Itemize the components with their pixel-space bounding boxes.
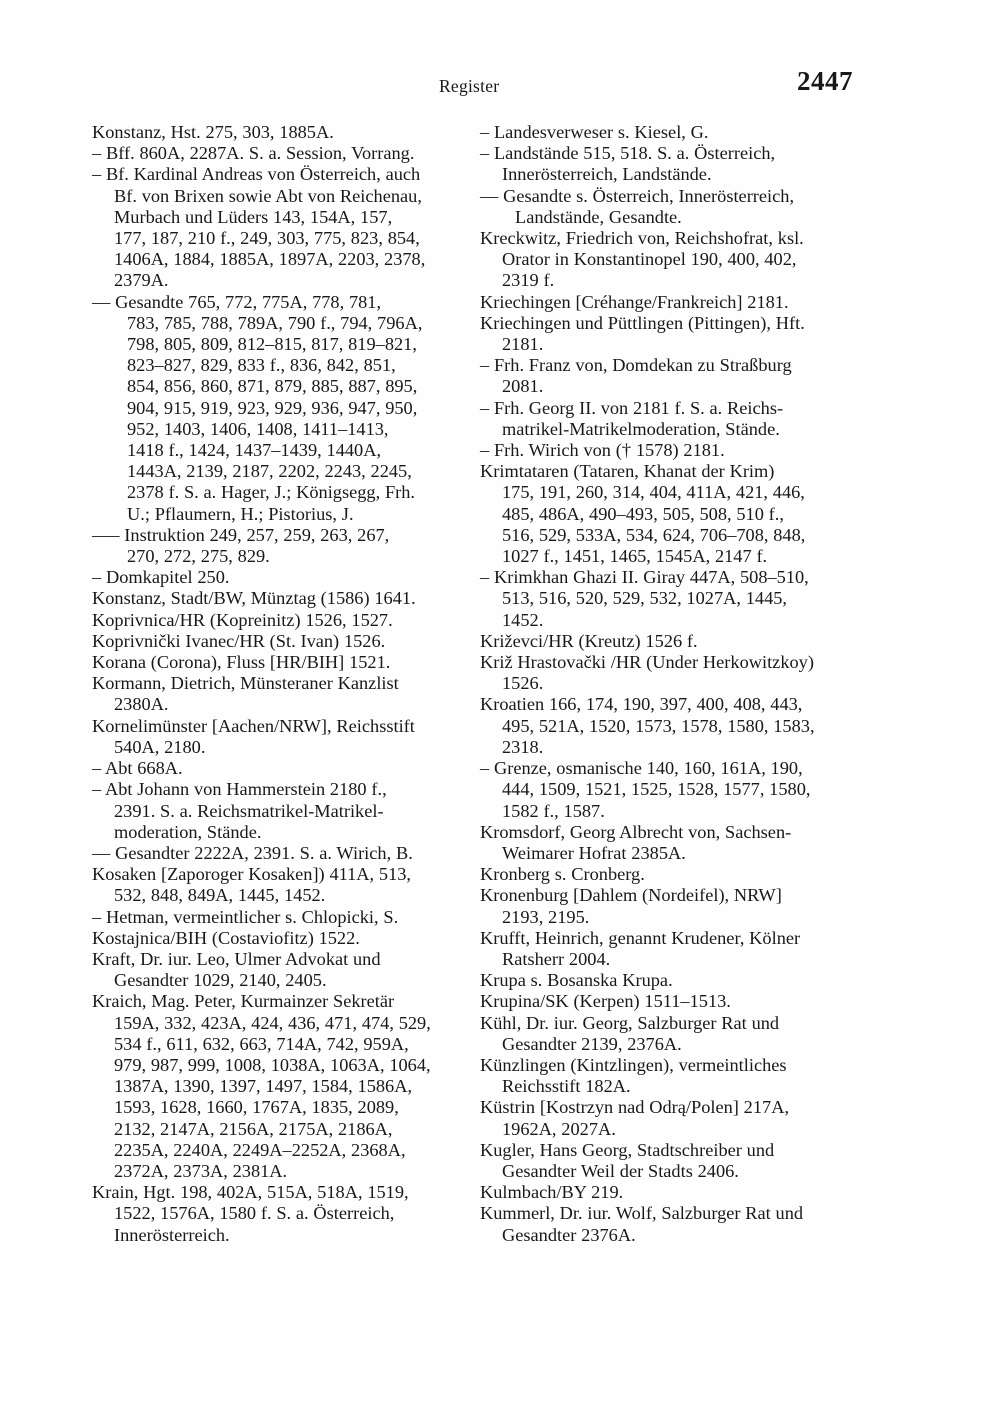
entry-headword-line: –– Gesandte 765, 772, 775A, 778, 781, (92, 291, 382, 312)
entry-headword-line: Kreckwitz, Friedrich von, Reichshofrat, ksl. (480, 228, 804, 249)
entry-runover-line: Gesandter 1029, 2140, 2405. (114, 970, 327, 991)
entry-headword-line: Kostajnica/BIH (Costaviofitz) 1522. (92, 927, 360, 948)
entry-runover-line: 2193, 2195. (502, 906, 590, 927)
entry-runover-line: 159A, 332, 423A, 424, 436, 471, 474, 529, (114, 1012, 431, 1033)
entry-runover-line: 1406A, 1884, 1885A, 1897A, 2203, 2378, (114, 249, 426, 270)
index-entry (480, 355, 848, 397)
entry-runover-line: 952, 1403, 1406, 1408, 1411–1413, (127, 418, 389, 439)
entry-runover-line: 1526. (502, 673, 544, 694)
entry-headword-line: – Grenze, osmanische 140, 160, 161A, 190, (480, 758, 803, 779)
entry-runover-line: 1418 f., 1424, 1437–1439, 1440A, (127, 440, 382, 461)
index-entry (92, 779, 460, 843)
index-entry (480, 1013, 848, 1055)
entry-headword-line: Krupa s. Bosanska Krupa. (480, 970, 673, 991)
entry-runover-line: 516, 529, 533A, 534, 624, 706–708, 848, (502, 524, 806, 545)
index-columns (0, 122, 1004, 1302)
entry-runover-line: 177, 187, 210 f., 249, 303, 775, 823, 854, (114, 228, 420, 249)
entry-headword-line: Kühl, Dr. iur. Georg, Salzburger Rat und (480, 1012, 780, 1033)
index-entry (480, 1182, 848, 1203)
entry-headword-line: – Domkapitel 250. (92, 567, 230, 588)
entry-headword-line: Koprivnički Ivanec/HR (St. Ivan) 1526. (92, 630, 386, 651)
entry-runover-line: 1027 f., 1451, 1465, 1545A, 2147 f. (502, 546, 768, 567)
entry-headword-line: – Frh. Wirich von († 1578) 2181. (480, 440, 725, 461)
entry-headword-line: Kromsdorf, Georg Albrecht von, Sachsen- (480, 821, 792, 842)
entry-runover-line: Reichsstift 182A. (502, 1076, 631, 1097)
entry-runover-line: 444, 1509, 1521, 1525, 1528, 1577, 1580, (502, 779, 811, 800)
entry-headword-line: Konstanz, Hst. 275, 303, 1885A. (92, 122, 334, 142)
index-entry (480, 652, 848, 694)
entry-runover-line: Bf. von Brixen sowie Abt von Reichenau, (114, 185, 422, 206)
entry-runover-line: 485, 486A, 490–493, 505, 508, 510 f., (502, 503, 784, 524)
entry-headword-line: Krain, Hgt. 198, 402A, 515A, 518A, 1519, (92, 1182, 409, 1203)
entry-runover-line: 534 f., 611, 632, 663, 714A, 742, 959A, (114, 1033, 409, 1054)
entry-headword-line: – Landesverweser s. Kiesel, G. (480, 122, 709, 142)
index-entry (480, 313, 848, 355)
entry-headword-line: – Bff. 860A, 2287A. S. a. Session, Vorrang. (92, 143, 415, 164)
entry-runover-line: 2318. (502, 736, 544, 757)
index-entry (480, 864, 848, 885)
entry-runover-line: 2380A. (114, 694, 169, 715)
entry-headword-line: – Abt 668A. (92, 758, 183, 779)
entry-runover-line: matrikel-Matrikelmoderation, Stände. (502, 418, 780, 439)
entry-runover-line: 854, 856, 860, 871, 879, 885, 887, 895, (127, 376, 418, 397)
entry-runover-line: 175, 191, 260, 314, 404, 411A, 421, 446, (502, 482, 805, 503)
index-entry (480, 1055, 848, 1097)
entry-headword-line: – Frh. Franz von, Domdekan zu Straßburg (480, 355, 792, 376)
index-entry (92, 631, 460, 652)
entry-runover-line: Gesandter 2139, 2376A. (502, 1033, 682, 1054)
index-entry (480, 694, 848, 758)
entry-headword-line: Kulmbach/BY 219. (480, 1182, 624, 1203)
index-entry (480, 885, 848, 927)
entry-headword-line: Küstrin [Kostrzyn nad Odrą/Polen] 217A, (480, 1097, 790, 1118)
entry-runover-line: 2378 f. S. a. Hager, J.; Königsegg, Frh. (127, 482, 416, 503)
entry-headword-line: Križevci/HR (Kreutz) 1526 f. (480, 630, 698, 651)
entry-runover-line: 2181. (502, 334, 544, 355)
entry-runover-line: 1452. (502, 609, 544, 630)
entry-headword-line: – Landstände 515, 518. S. a. Österreich, (480, 143, 776, 164)
entry-headword-line: Krimtataren (Tataren, Khanat der Krim) (480, 461, 775, 482)
entry-headword-line: Koprivnica/HR (Kopreinitz) 1526, 1527. (92, 609, 393, 630)
entry-headword-line: – Abt Johann von Hammerstein 2180 f., (92, 779, 387, 800)
entry-headword-line: – Krimkhan Ghazi II. Giray 447A, 508–510, (480, 567, 809, 588)
index-entry (92, 991, 460, 1182)
index-entry (92, 928, 460, 949)
entry-runover-line: Gesandter 2376A. (502, 1224, 636, 1245)
index-entry (92, 949, 460, 991)
index-entry (92, 673, 460, 715)
index-entry (480, 122, 848, 143)
index-entry (480, 567, 848, 631)
entry-headword-line: Kronberg s. Cronberg. (480, 864, 645, 885)
index-entry (480, 928, 848, 970)
entry-headword-line: Konstanz, Stadt/BW, Münztag (1586) 1641. (92, 588, 416, 609)
entry-headword-line: Kosaken [Zaporoger Kosaken]) 411A, 513, (92, 864, 412, 885)
entry-runover-line: 2319 f. (502, 270, 555, 291)
entry-headword-line: Kormann, Dietrich, Münsteraner Kanzlist (92, 673, 399, 694)
index-entry (92, 1182, 460, 1246)
entry-headword-line: Korana (Corona), Fluss [HR/BIH] 1521. (92, 652, 391, 673)
running-head-title: Register (439, 76, 500, 96)
index-entry (480, 228, 848, 292)
index-entry (480, 970, 848, 991)
entry-headword-line: Künzlingen (Kintzlingen), vermeintliches (480, 1054, 787, 1075)
index-entry (92, 588, 460, 609)
entry-headword-line: Kraich, Mag. Peter, Kurmainzer Sekretär (92, 991, 395, 1012)
entry-runover-line: 2379A. (114, 270, 169, 291)
index-column-left (92, 122, 460, 1246)
entry-runover-line: 1387A, 1390, 1397, 1497, 1584, 1586A, (114, 1076, 413, 1097)
entry-runover-line: 783, 785, 788, 789A, 790 f., 794, 796A, (127, 312, 423, 333)
entry-headword-line: – Bf. Kardinal Andreas von Österreich, auch (92, 164, 421, 185)
entry-headword-line: – Hetman, vermeintlicher s. Chlopicki, S. (92, 906, 399, 927)
index-entry (480, 1140, 848, 1182)
index-entry (480, 440, 848, 461)
index-entry (480, 822, 848, 864)
entry-runover-line: Orator in Konstantinopel 190, 400, 402, (502, 249, 797, 270)
index-entry (480, 1097, 848, 1139)
entry-headword-line: Kriechingen und Püttlingen (Pittingen), Hft. (480, 312, 805, 333)
entry-headword-line: Kriechingen [Créhange/Frankreich] 2181. (480, 291, 789, 312)
index-entry (480, 631, 848, 652)
index-entry (92, 610, 460, 631)
entry-headword-line: Krufft, Heinrich, genannt Krudener, Kölner (480, 927, 801, 948)
index-entry (92, 122, 460, 143)
entry-runover-line: Gesandter Weil der Stadts 2406. (502, 1160, 739, 1181)
index-column-right (480, 122, 848, 1246)
entry-runover-line: 540A, 2180. (114, 736, 206, 757)
entry-runover-line: U.; Pflaumern, H.; Pistorius, J. (127, 503, 354, 524)
entry-runover-line: 270, 272, 275, 829. (127, 546, 270, 567)
entry-runover-line: Ratsherr 2004. (502, 948, 611, 969)
entry-runover-line: moderation, Stände. (114, 821, 262, 842)
entry-runover-line: 798, 805, 809, 812–815, 817, 819–821, (127, 334, 417, 355)
index-entry (92, 525, 460, 567)
index-entry (480, 186, 848, 228)
index-entry (480, 991, 848, 1012)
index-entry (92, 864, 460, 906)
entry-runover-line: 1593, 1628, 1660, 1767A, 1835, 2089, (114, 1097, 399, 1118)
index-entry (480, 758, 848, 822)
entry-runover-line: 1962A, 2027A. (502, 1118, 616, 1139)
entry-headword-line: –– Gesandter 2222A, 2391. S. a. Wirich, B. (92, 842, 413, 863)
entry-headword-line: Kraft, Dr. iur. Leo, Ulmer Advokat und (92, 948, 381, 969)
entry-runover-line: 1443A, 2139, 2187, 2202, 2243, 2245, (127, 461, 412, 482)
entry-runover-line: 2081. (502, 376, 544, 397)
entry-headword-line: Kummerl, Dr. iur. Wolf, Salzburger Rat und (480, 1203, 804, 1224)
entry-runover-line: 495, 521A, 1520, 1573, 1578, 1580, 1583, (502, 715, 815, 736)
entry-runover-line: Murbach und Lüders 143, 154A, 157, (114, 206, 393, 227)
index-entry (92, 716, 460, 758)
entry-headword-line: Kornelimünster [Aachen/NRW], Reichsstift (92, 715, 415, 736)
entry-headword-line: Kugler, Hans Georg, Stadtschreiber und (480, 1139, 775, 1160)
entry-runover-line: 823–827, 829, 833 f., 836, 842, 851, (127, 355, 396, 376)
index-entry (480, 461, 848, 567)
entry-runover-line: 1582 f., 1587. (502, 800, 605, 821)
index-entry (92, 652, 460, 673)
entry-runover-line: Landstände, Gesandte. (515, 206, 682, 227)
entry-runover-line: Weimarer Hofrat 2385A. (502, 842, 686, 863)
entry-runover-line: 979, 987, 999, 1008, 1038A, 1063A, 1064, (114, 1054, 431, 1075)
entry-runover-line: 532, 848, 849A, 1445, 1452. (114, 885, 326, 906)
entry-headword-line: Križ Hrastovački /HR (Under Herkowitzkoy) (480, 652, 814, 673)
index-entry (92, 292, 460, 525)
entry-headword-line: – Frh. Georg II. von 2181 f. S. a. Reichs- (480, 397, 784, 418)
entry-headword-line: –– Gesandte s. Österreich, Innerösterreich, (480, 185, 795, 206)
entry-runover-line: 904, 915, 919, 923, 929, 936, 947, 950, (127, 397, 418, 418)
entry-headword-line: Krupina/SK (Kerpen) 1511–1513. (480, 991, 731, 1012)
index-entry (92, 143, 460, 164)
index-entry (92, 843, 460, 864)
entry-runover-line: 2235A, 2240A, 2249A–2252A, 2368A, (114, 1139, 406, 1160)
entry-runover-line: 2391. S. a. Reichsmatrikel-Matrikel- (114, 800, 384, 821)
index-entry (480, 292, 848, 313)
index-entry (480, 143, 848, 185)
entry-runover-line: 1522, 1576A, 1580 f. S. a. Österreich, (114, 1203, 395, 1224)
index-entry (480, 1203, 848, 1245)
page-number: 2447 (797, 66, 853, 96)
entry-runover-line: Innerösterreich. (114, 1224, 230, 1245)
entry-runover-line: 2372A, 2373A, 2381A. (114, 1160, 288, 1181)
index-entry (92, 164, 460, 291)
index-entry (92, 567, 460, 588)
index-entry (92, 907, 460, 928)
entry-runover-line: 513, 516, 520, 529, 532, 1027A, 1445, (502, 588, 788, 609)
entry-headword-line: Kroatien 166, 174, 190, 397, 400, 408, 443, (480, 694, 803, 715)
entry-runover-line: Innerösterreich, Landstände. (502, 164, 712, 185)
entry-headword-line: ––– Instruktion 249, 257, 259, 263, 267, (92, 524, 390, 545)
index-entry (92, 758, 460, 779)
running-head (93, 66, 853, 106)
index-entry (480, 398, 848, 440)
entry-headword-line: Kronenburg [Dahlem (Nordeifel), NRW] (480, 885, 782, 906)
entry-runover-line: 2132, 2147A, 2156A, 2175A, 2186A, (114, 1118, 393, 1139)
